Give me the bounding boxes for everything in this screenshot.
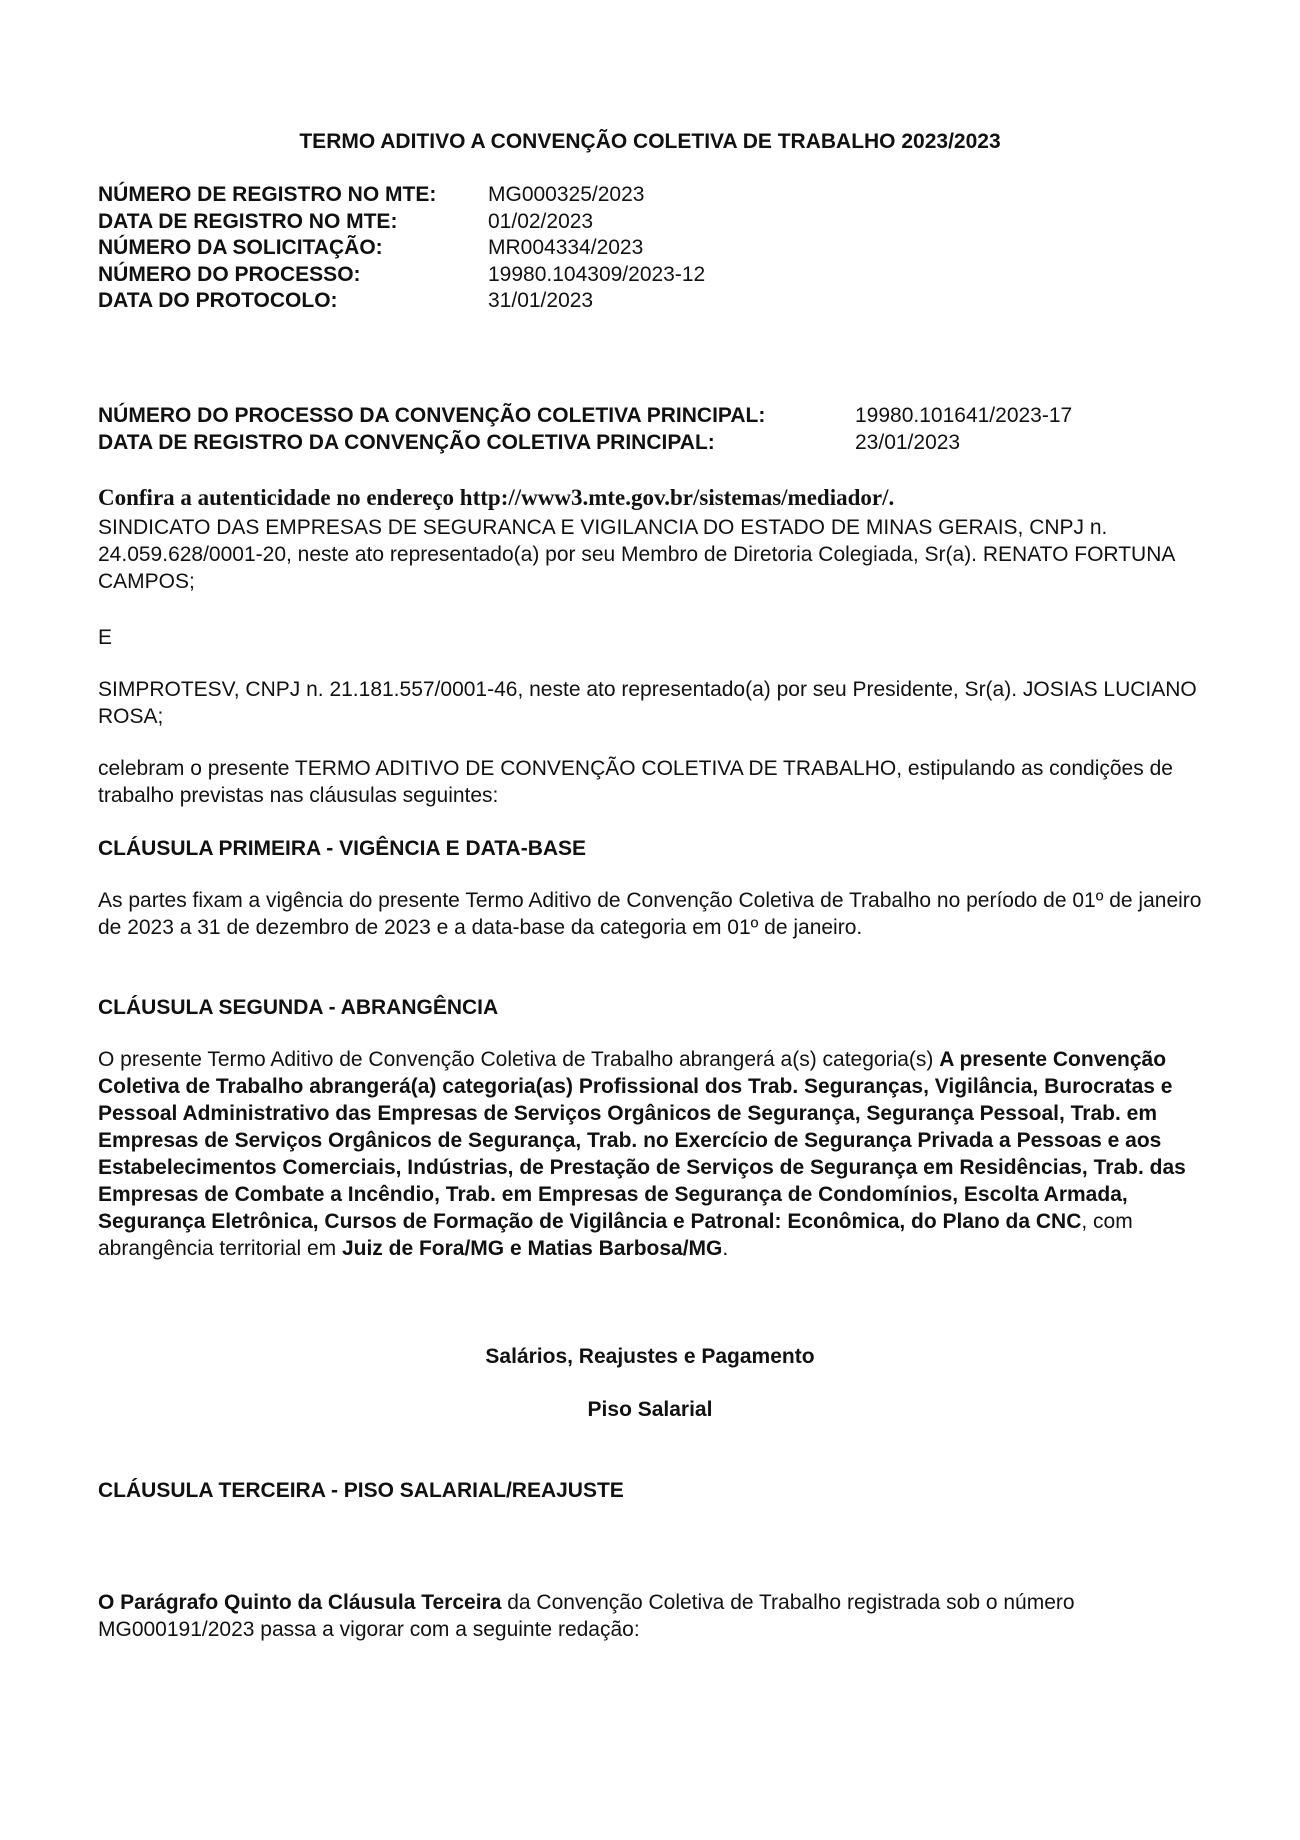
registry-value: 19980.104309/2023-12: [488, 262, 706, 286]
principal-value: 19980.101641/2023-17: [855, 404, 1073, 427]
clause-three-body: da Convenção Coletiva de Trabalho registrada sob o número MG000191/2023 passa a vigorar com a seguinte redação:: [98, 1591, 1075, 1641]
registry-label: DATA DE REGISTRO NO MTE:: [98, 209, 398, 233]
registry-label: NÚMERO DO PROCESSO:: [98, 262, 361, 286]
conjunction-text: E: [98, 626, 113, 649]
clause-two-title: CLÁUSULA SEGUNDA - ABRANGÊNCIA: [98, 996, 499, 1019]
registry-value: 01/02/2023: [488, 209, 594, 233]
registry-row: [98, 262, 705, 289]
registry-value: MG000325/2023: [488, 183, 645, 206]
intro-paragraph: celebram o presente TERMO ADITIVO DE CONVENÇÃO COLETIVA DE TRABALHO, estipulando as condições de trabalho previstas nas cláusulas seguintes:: [98, 757, 1173, 807]
clause-three-title: CLÁUSULA TERCEIRA - PISO SALARIAL/REAJUSTE: [98, 1479, 624, 1502]
party-one-paragraph: SINDICATO DAS EMPRESAS DE SEGURANCA E VIGILANCIA DO ESTADO DE MINAS GERAIS, CNPJ n. 24.059.628/0001-20, neste ato representado(a) por seu Membro de Diretoria Colegiada, Sr(a). RENATO FORTUNA CAMPOS;: [98, 516, 1175, 593]
clause-one-text: As partes fixam a vigência do presente Termo Aditivo de Convenção Coletiva de Trabalho no período de 01º de janeiro de 2023 a 31 de dezembro de 2023 e a data-base da categoria em 01º de janeiro.: [98, 889, 1202, 939]
registry-row: [98, 235, 705, 262]
registry-label: NÚMERO DE REGISTRO NO MTE:: [98, 183, 437, 206]
registry-block: [98, 182, 705, 315]
registry-label: DATA DO PROTOCOLO:: [98, 289, 338, 312]
principal-value: 23/01/2023: [855, 430, 961, 454]
registry-value: 31/01/2023: [488, 289, 594, 312]
clause-three-lead: O Parágrafo Quinto da Cláusula Terceira: [98, 1591, 502, 1614]
principal-convention-block: [98, 403, 1072, 456]
clause-three-text: [98, 1589, 1210, 1643]
principal-row: [98, 430, 1072, 457]
registry-row: [98, 209, 705, 236]
clause-two-text: [98, 1046, 1210, 1262]
subsection-heading: Piso Salarial: [587, 1398, 713, 1421]
clause-two-territory: Juiz de Fora/MG e Matias Barbosa/MG: [341, 1237, 723, 1260]
registry-row: [98, 288, 705, 315]
principal-label: NÚMERO DO PROCESSO DA CONVENÇÃO COLETIVA PRINCIPAL:: [98, 404, 766, 427]
principal-row: [98, 403, 1072, 430]
clause-two-categories: A presente Convenção Coletiva de Trabalho abrangerá(a) categoria(as) Profissional dos Trab. Seguranças, Vigilância, Burocratas e Pessoal Administrativo das Empresas de Serviços Orgânicos de Segurança, Segurança Pessoal, Trab. em Empresas de Serviços Orgânicos de Segurança, Trab. no Exercício de Segurança Privada a Pessoas e aos Estabelecimentos Comerciais, Indústrias, de Prestação de Serviços de Segurança em Residências, Trab. das Empresas de Combate a Incêndio, Trab. em Empresas de Segurança de Condomínios, Escolta Armada, Segurança Eletrônica, Cursos de Formação de Vigilância e Patronal: Econômica, do Plano da CNC: [98, 1048, 1186, 1233]
clause-one-title: CLÁUSULA PRIMEIRA - VIGÊNCIA E DATA-BASE: [98, 837, 587, 860]
clause-two-lead: O presente Termo Aditivo de Convenção Coletiva de Trabalho abrangerá a(s) categoria(s): [98, 1048, 940, 1071]
registry-row: [98, 182, 705, 209]
principal-label: DATA DE REGISTRO DA CONVENÇÃO COLETIVA PRINCIPAL:: [98, 430, 715, 454]
authenticity-notice: Confira a autenticidade no endereço http://www3.mte.gov.br/sistemas/mediador/.: [98, 485, 895, 510]
document-title: TERMO ADITIVO A CONVENÇÃO COLETIVA DE TRABALHO 2023/2023: [299, 130, 1001, 153]
clause-two-end: .: [722, 1237, 729, 1260]
registry-label: NÚMERO DA SOLICITAÇÃO:: [98, 236, 383, 259]
registry-value: MR004334/2023: [488, 236, 644, 259]
clause-two-mid: , com abrangência territorial em: [98, 1210, 1133, 1260]
section-heading: Salários, Reajustes e Pagamento: [485, 1345, 815, 1368]
party-two-paragraph: SIMPROTESV, CNPJ n. 21.181.557/0001-46, neste ato representado(a) por seu Presidente, Sr(a). JOSIAS LUCIANO ROSA;: [98, 678, 1197, 728]
